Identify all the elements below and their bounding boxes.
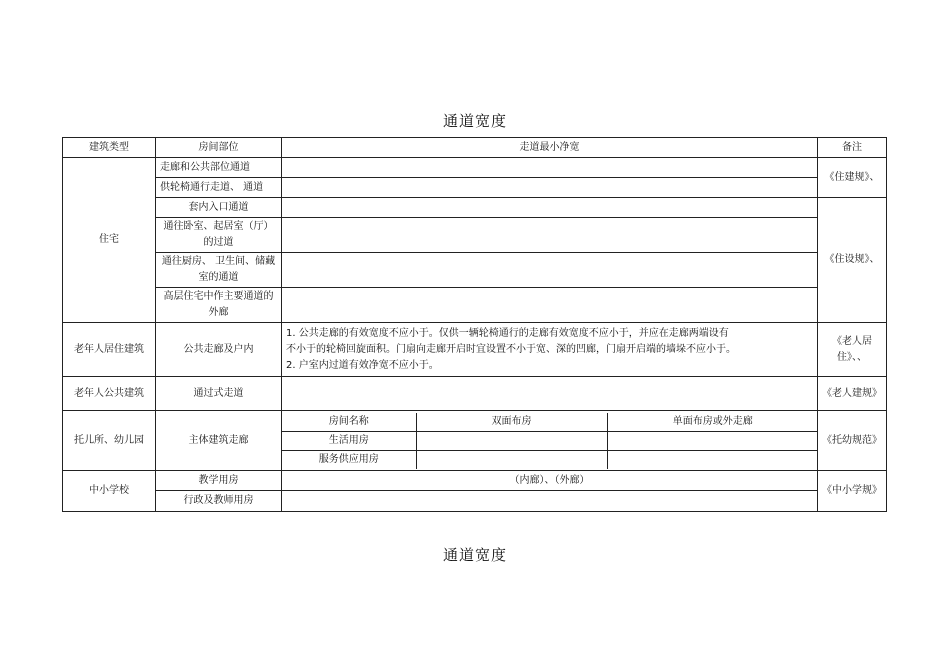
requirement-line-3: 2. 户室内过道有效净宽不应小于。 — [286, 359, 439, 371]
requirement-line-2: 不小于的轮椅回旋面积。门扇向走廊开启时宜设置不小于宽、深的凹廊，门扇开启端的墙垛不应小于。 — [286, 343, 736, 355]
corridor-width-table — [62, 137, 887, 512]
building-type-school: 中小学校 — [63, 471, 156, 512]
subtable-value-cell — [607, 450, 818, 469]
subtable-header-double-sided: 双面布房 — [416, 413, 607, 432]
subtable-room-cell: 生活用房 — [282, 431, 416, 450]
table-row — [63, 218, 887, 253]
table-row — [63, 491, 887, 512]
header-room-location: 房间部位 — [156, 138, 282, 158]
width-cell — [282, 491, 818, 512]
width-cell — [282, 198, 818, 218]
table-row — [63, 253, 887, 288]
requirement-cell — [282, 323, 818, 377]
requirement-line-1: 1. 公共走廊的有效宽度不应小于。仅供一辆轮椅通行的走廊有效宽度不应小于，并应在走廊两端设有 — [286, 327, 729, 339]
note-cell: 《中小学规》 — [818, 471, 887, 512]
room-cell: 通过式走道 — [156, 377, 282, 411]
note-cell: 《住建规》、 — [818, 158, 887, 198]
subtable-header-single-sided: 单面布房或外走廊 — [607, 413, 818, 432]
building-type-kindergarten: 托儿所、幼儿园 — [63, 411, 156, 471]
width-cell: （内廊）、（外廊） — [282, 471, 818, 491]
subtable-value-cell — [607, 431, 818, 450]
note-cell: 《老人建规》 — [818, 377, 887, 411]
table-row — [63, 471, 887, 491]
room-cell: 通往厨房、 卫生间、储藏室的通道 — [156, 253, 282, 288]
room-cell: 公共走廊及户内 — [156, 323, 282, 377]
subtable-value-cell — [416, 431, 607, 450]
document-title: 通道宽度 — [442, 112, 507, 130]
room-cell: 教学用房 — [156, 471, 282, 491]
table-row — [63, 288, 887, 323]
table-header-row — [63, 138, 887, 158]
width-cell — [282, 178, 818, 198]
note-cell: 《老人居住》、、 — [818, 323, 887, 377]
table-row — [63, 198, 887, 218]
note-cell: 《住设规》、 — [818, 198, 887, 323]
room-cell: 行政及教师用房 — [156, 491, 282, 512]
table-row — [63, 323, 887, 377]
subtable-room-cell: 服务供应用房 — [282, 450, 416, 469]
building-type-elderly-residential: 老年人居住建筑 — [63, 323, 156, 377]
width-cell — [282, 158, 818, 178]
subtable-header-room-name: 房间名称 — [282, 413, 416, 432]
room-cell: 套内入口通道 — [156, 198, 282, 218]
subtable-row — [282, 450, 818, 469]
table-row — [63, 158, 887, 178]
width-cell — [282, 218, 818, 253]
table-row — [63, 178, 887, 198]
room-cell: 供轮椅通行走道、 通道 — [156, 178, 282, 198]
document-footer-title: 通道宽度 — [442, 546, 507, 564]
subtable-row — [282, 431, 818, 450]
subtable-value-cell — [416, 450, 607, 469]
building-type-elderly-public: 老年人公共建筑 — [63, 377, 156, 411]
note-cell: 《托幼规范》 — [818, 411, 887, 471]
room-cell: 通往卧室、起居室（厅）的过道 — [156, 218, 282, 253]
header-building-type: 建筑类型 — [63, 138, 156, 158]
table-row — [63, 377, 887, 411]
subtable-header-row — [282, 413, 818, 432]
building-type-residential: 住宅 — [63, 158, 156, 323]
kindergarten-subtable-cell — [282, 411, 818, 471]
kindergarten-subtable — [282, 413, 818, 469]
room-cell: 主体建筑走廊 — [156, 411, 282, 471]
width-cell — [282, 377, 818, 411]
width-cell — [282, 288, 818, 323]
room-cell: 高层住宅中作主要通道的外廊 — [156, 288, 282, 323]
width-cell — [282, 253, 818, 288]
table-row — [63, 411, 887, 471]
header-min-width: 走道最小净宽 — [282, 138, 818, 158]
header-notes: 备注 — [818, 138, 887, 158]
room-cell: 走廊和公共部位通道 — [156, 158, 282, 178]
